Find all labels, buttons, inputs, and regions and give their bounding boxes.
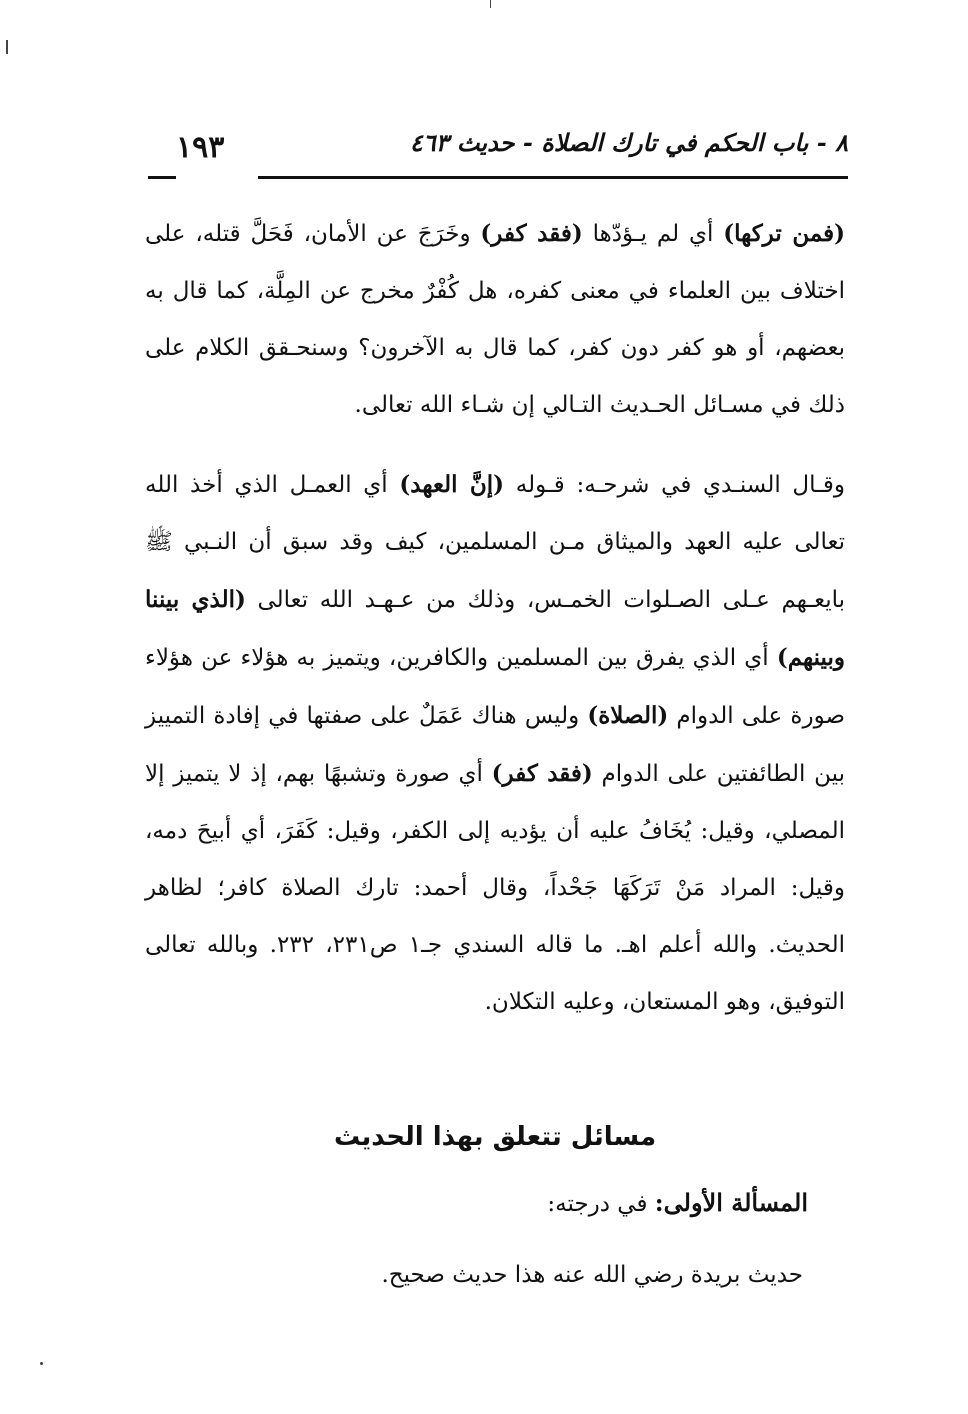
- quoted-phrase: (الصلاة): [587, 702, 669, 729]
- quoted-phrase: (فقد كفر): [491, 760, 593, 787]
- text-segment: وليس هناك عَمَلٌ على صفتها في إفادة التمييز بين الطائفتين على الدوام: [145, 703, 845, 787]
- paragraph: [145, 456, 845, 1031]
- issue-line: [547, 1188, 808, 1217]
- text-segment: أي العمـل الذي أخذ الله تعالى عليه العهد والميثاق مـن المسلمين، كيف وقد سبق أن النـبي ﷺ بايعـهم عـلى الصـلوات الخمـس، وذلك من عـهـد الله تعالى: [145, 472, 846, 613]
- closing-line: حديث بريدة رضي الله عنه هذا حديث صحيح.: [381, 1262, 803, 1288]
- quoted-phrase: (فمن تركها): [723, 220, 845, 247]
- text-segment: أي صورة وتشبهًا بهم، إذ لا يتميز إلا المصلي، وقيل: يُخَافُ عليه أن يؤديه إلى الكفر، وقيل: كَفَرَ، أي أبيحَ دمه، وقيل: المراد مَنْ تَرَكَهَا جَحْداً، وقال أحمد: تارك الصلاة كافر؛ لظاهر الحديث. والله أعلم اهـ. ما قاله السندي جـ١ ص٢٣١، ٢٣٢. وبالله تعالى التوفيق، وهو المستعان، وعليه التكلان.: [145, 761, 846, 1015]
- running-header: [148, 128, 848, 180]
- header-rule-short: [148, 176, 176, 179]
- issue-title: المسألة الأولى:: [654, 1188, 808, 1217]
- issue-text: في درجته:: [547, 1191, 655, 1217]
- page-number: ١٩٣: [176, 130, 225, 165]
- text-segment: وخَرَجَ عن الأمان، فَحَلَّ قتله، على اختلاف بين العلماء في معنى كفره، هل كُفْرٌ مخرج عن المِلَّة، كما قال به بعضهم، أو هو كفر دون كفر، كما قال به الآخرون؟ وسنحـقق الكلام على ذلك في مسـائل الحـديث التـالي إن شـاء الله تعالى.: [145, 221, 845, 418]
- quoted-phrase: (الذي بيننا وبينهم): [145, 586, 845, 671]
- quoted-phrase: (إنَّ العهد): [399, 471, 505, 498]
- header-rule: [258, 176, 848, 179]
- section-heading: مسائل تتعلق بهذا الحديث: [333, 1122, 657, 1152]
- header-title: ٨ - باب الحكم في تارك الصلاة - حديث ٤٦٣: [409, 128, 848, 157]
- body-text: [145, 205, 845, 1031]
- text-segment: أي الذي يفرق بين المسلمين والكافرين، ويتميز به هؤلاء عن هؤلاء صورة على الدوام: [145, 645, 845, 729]
- text-segment: أي لم يـؤدّها: [582, 221, 724, 247]
- scan-speck: [40, 1362, 43, 1365]
- scan-speck: [490, 0, 491, 8]
- quoted-phrase: (فقد كفر): [480, 220, 583, 247]
- scan-speck: [6, 40, 8, 54]
- paragraph: [145, 205, 845, 434]
- text-segment: وقـال السنـدي في شرحـه: قـوله: [504, 472, 845, 498]
